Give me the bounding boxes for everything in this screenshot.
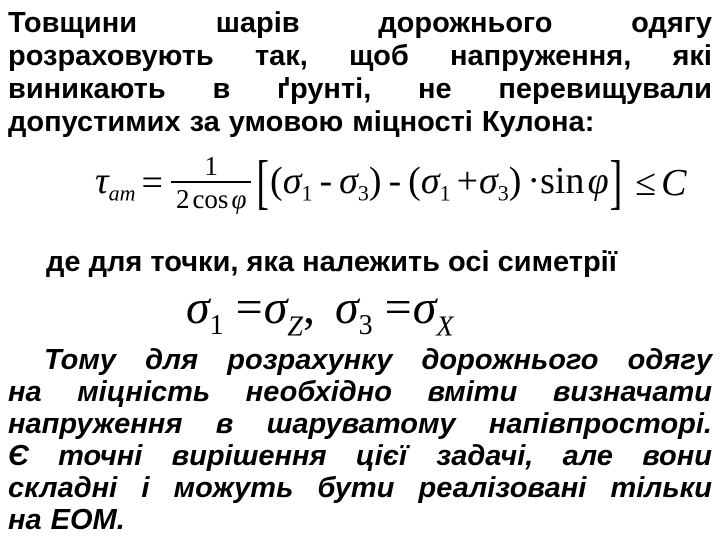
sigma-symbol: σ	[420, 160, 440, 203]
word: в	[215, 408, 234, 440]
paren: )	[508, 160, 522, 203]
word: виникають	[8, 73, 166, 105]
word: визначати	[552, 376, 712, 408]
word: напруження,	[449, 40, 632, 72]
word: але	[562, 440, 613, 472]
word: напівпросторі.	[488, 408, 712, 440]
subscript: 3	[497, 180, 509, 206]
coefficient: 2	[175, 183, 190, 214]
word: вирішення	[171, 440, 327, 472]
fraction-denominator	[171, 181, 251, 216]
cos-function: cos	[192, 183, 229, 214]
sigma-symbol: σ	[339, 160, 358, 203]
tau-subscript: am	[108, 180, 136, 206]
word: на	[8, 504, 42, 536]
sigma-symbol: σ	[282, 160, 302, 203]
word: шарів	[215, 7, 300, 39]
right-bracket: ]	[609, 149, 623, 217]
word: Товщини	[8, 7, 138, 39]
word: бути	[317, 472, 395, 504]
conclusion-paragraph	[8, 344, 712, 536]
fraction	[171, 151, 251, 216]
plus-sign: +	[456, 160, 478, 203]
multiplication-dot: ·	[527, 160, 541, 203]
word: одягу	[627, 344, 712, 376]
coulomb-strength-formula	[95, 140, 687, 226]
word: допустимих	[8, 106, 181, 138]
word: і	[141, 472, 150, 504]
text-line	[8, 106, 712, 139]
phi-symbol: φ	[231, 183, 247, 214]
text-line	[8, 344, 712, 376]
principal-stress-formula	[186, 280, 454, 344]
word: ЕОМ.	[50, 504, 125, 536]
subscript: 3	[357, 180, 369, 206]
word: Тому	[44, 344, 116, 376]
fraction-numerator: 1	[204, 150, 218, 181]
word: задачі,	[436, 440, 534, 472]
comma: ,	[303, 281, 315, 334]
equals-sign: =	[141, 162, 163, 204]
word: на	[8, 376, 42, 408]
subscript-x: X	[436, 311, 454, 343]
equals-sign: =	[235, 281, 263, 334]
word: ґрунті,	[277, 73, 372, 105]
word: для	[145, 344, 199, 376]
word: в	[212, 73, 231, 105]
word: Є	[8, 440, 29, 472]
word: тільки	[610, 472, 712, 504]
paren: )	[368, 160, 382, 203]
word: Кулона:	[481, 106, 595, 138]
word: міцності	[352, 106, 473, 138]
text-line	[8, 440, 712, 472]
text-line	[8, 40, 712, 73]
word: розраховують	[8, 40, 214, 72]
text-line	[8, 472, 712, 504]
paren: (	[408, 160, 421, 203]
phi-symbol: φ	[587, 160, 609, 203]
text-line	[8, 376, 712, 408]
word: необхідно	[245, 376, 392, 408]
word: можуть	[173, 472, 294, 504]
sigma-symbol: σ	[335, 281, 359, 334]
word: щоб	[349, 40, 409, 72]
word: складні	[8, 472, 118, 504]
minus-sign: -	[319, 160, 333, 203]
word: перевищували	[498, 73, 712, 105]
word: за	[189, 106, 220, 138]
word: так,	[254, 40, 308, 72]
text-line	[8, 73, 712, 106]
text-line	[8, 408, 712, 440]
tau-symbol: τ	[95, 160, 109, 203]
word: точні	[58, 440, 143, 472]
symmetry-axis-caption: де для точки, яка належить осі симетрії	[46, 246, 617, 278]
text-line	[8, 504, 712, 536]
stress-expression	[270, 159, 609, 207]
subscript: 1	[301, 180, 313, 206]
subscript-z: Z	[287, 311, 303, 343]
word: не	[418, 73, 452, 105]
word: напруження	[8, 408, 183, 440]
equals-sign: =	[384, 281, 412, 334]
sigma-symbol: σ	[186, 281, 210, 334]
word: умовою	[228, 106, 344, 138]
word: цієї	[355, 440, 408, 472]
word: вміти	[427, 376, 518, 408]
sigma-symbol: σ	[263, 281, 288, 334]
subscript: 3	[358, 310, 373, 342]
word: дорожнього	[378, 7, 553, 39]
left-bracket: [	[256, 149, 270, 217]
word: реалізовані	[418, 472, 587, 504]
tau-term	[95, 159, 136, 207]
word: які	[672, 40, 712, 72]
sin-function: sin	[540, 160, 585, 203]
word: шаруватому	[266, 408, 456, 440]
word: розрахунку	[227, 344, 393, 376]
intro-paragraph	[8, 7, 712, 139]
less-equal-sign: ≤	[635, 162, 657, 204]
paren: (	[270, 160, 283, 203]
sigma-symbol: σ	[412, 281, 437, 334]
word: дорожнього	[421, 344, 599, 376]
subscript: 1	[439, 180, 451, 206]
sigma-symbol: σ	[479, 160, 498, 203]
subscript: 1	[209, 310, 224, 342]
word: одягу	[631, 7, 712, 39]
minus-sign: -	[388, 160, 402, 203]
text-line	[8, 7, 712, 40]
word: міцність	[77, 376, 211, 408]
word: вони	[642, 440, 712, 472]
cohesion-symbol: C	[661, 162, 687, 204]
